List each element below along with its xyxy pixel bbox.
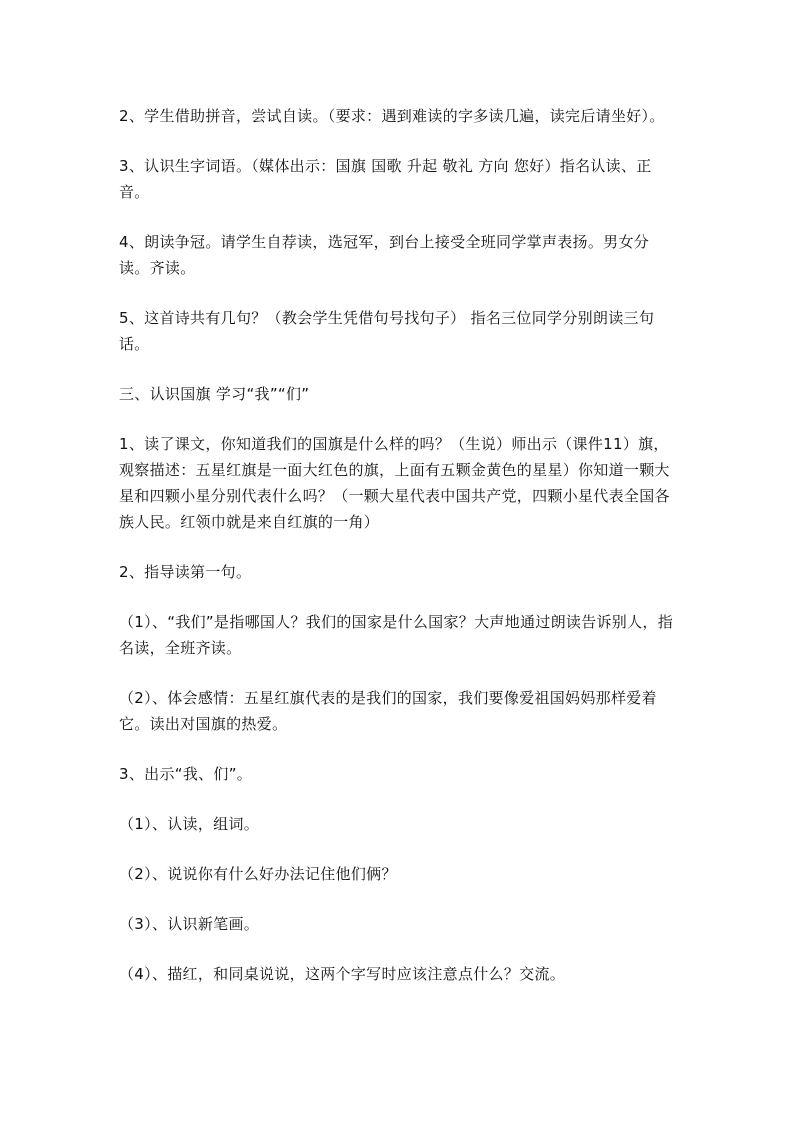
paragraph-char-sub-3: （3）、认识新笔画。 [119, 915, 260, 933]
paragraph-guide-reading: 2、指导读第一句。 [119, 563, 252, 581]
paragraph-char-sub-1: （1）、认读，组词。 [119, 815, 260, 833]
paragraph-step-5: 5、这首诗共有几句？（教会学生凭借句号找句子） 指名三位同学分别朗读三句话。 [119, 309, 655, 353]
paragraph-flag-description: 1、读了课文，你知道我们的国旗是什么样的吗？（生说）师出示（课件11）旗，观察描述：五星红旗是一面大红色的旗，上面有五颗金黄色的星星）你知道一颗大星和四颗小星分别代表什么吗？（一颗大星代表中国共产党，四颗小星代表全国各族人民。红领巾就是来自红旗的一角） [119, 435, 670, 531]
paragraph-show-characters: 3、出示“我、们”。 [119, 765, 253, 783]
paragraph-char-sub-4: （4）、描红，和同桌说说，这两个字写时应该注意点什么？交流。 [119, 965, 566, 983]
paragraph-sub-1: （1）、“我们”是指哪国人？我们的国家是什么国家？大声地通过朗读告诉别人，指名读，全班齐读。 [119, 613, 673, 657]
section-heading-3: 三、认识国旗 学习“我”“们” [119, 385, 310, 403]
paragraph-step-4: 4、朗读争冠。请学生自荐读，选冠军，到台上接受全班同学掌声表扬。男女分读。齐读。 [119, 233, 650, 277]
paragraph-char-sub-2: （2）、说说你有什么好办法记住他们俩？ [119, 865, 397, 883]
paragraph-step-2: 2、学生借助拼音，尝试自读。（要求：遇到难读的字多读几遍，读完后请坐好）。 [119, 107, 665, 125]
paragraph-step-3: 3、认识生字词语。（媒体出示：国旗 国歌 升起 敬礼 方向 您好）指名认读、正音。 [119, 157, 652, 201]
paragraph-sub-2: （2）、体会感情：五星红旗代表的是我们的国家，我们要像爱祖国妈妈那样爱着它。读出对国旗的热爱。 [119, 689, 657, 733]
document-body [119, 103, 679, 1011]
